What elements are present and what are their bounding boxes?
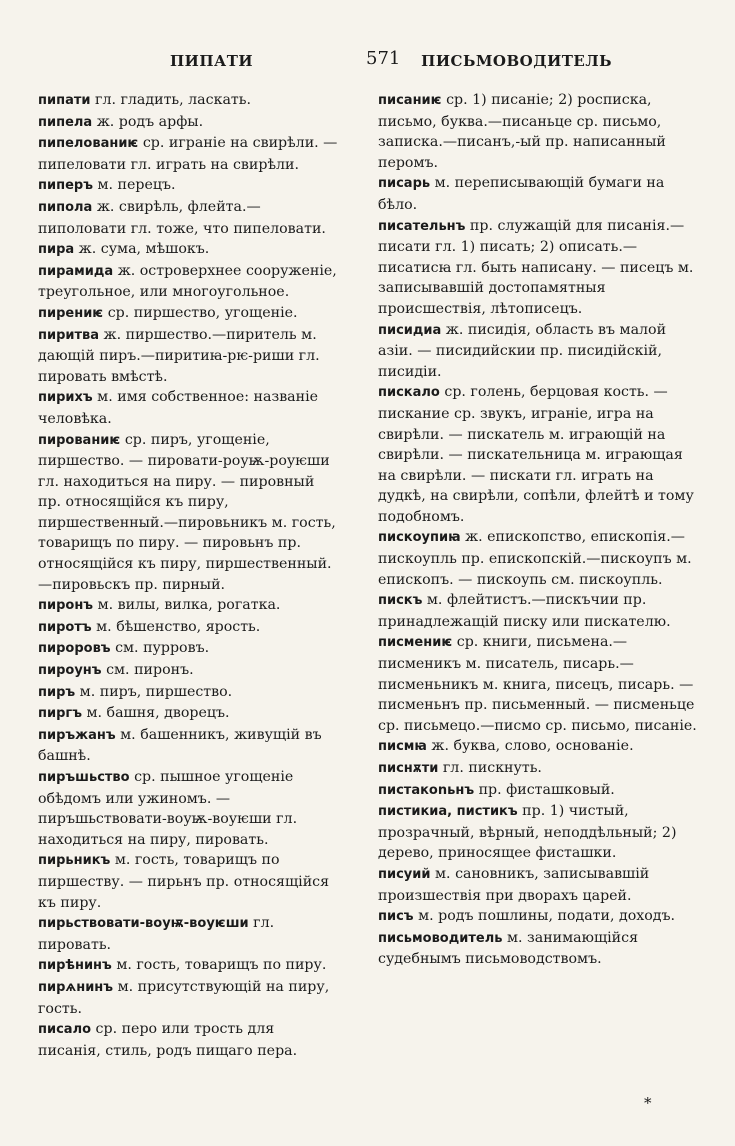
dictionary-entry <box>38 261 338 303</box>
dictionary-entry <box>38 239 338 261</box>
entry-definition: ср. пиръ, угощеніе, пиршество. — пировати-роуѭ-роуѥши гл. находиться на пиру. — пировный пр. относящійся къ пиру, пиршественный.—пировьникъ м. гость, товарищъ по пиру. — пировьнъ пр. относящійся къ пиру, пиршественный.—пировьскъ пр. пирный. <box>38 431 336 593</box>
entry-headword: пирьникъ <box>38 853 111 869</box>
dictionary-entry <box>38 133 338 175</box>
entry-headword: пиргъ <box>38 706 82 722</box>
dictionary-entry <box>378 906 700 928</box>
entry-headword: писуий <box>378 866 431 882</box>
entry-definition: пр. 1) чистый, прозрачный, вѣрный, неподдѣльный; 2) дерево, приносящее фисташки. <box>378 803 677 862</box>
entry-headword: письмоводитель <box>378 930 503 946</box>
entry-definition: пр. служащій для писанія.—писати гл. 1) писать; 2) описать.—писатисꙗ гл. быть написану. — писецъ м. записывавшій достопамятныя происшествія, лѣтописецъ. <box>378 217 694 317</box>
dictionary-entry <box>38 112 338 134</box>
footnote-mark: * <box>644 1094 652 1112</box>
entry-definition: м. вилы, вилка, рогатка. <box>93 597 281 614</box>
dictionary-entry <box>38 325 338 388</box>
entry-headword: писарь <box>378 176 431 192</box>
dictionary-entry <box>38 595 338 617</box>
entry-definition: м. флейтистъ.—пискъчии пр. принадлежащій писку или пискателю. <box>378 592 671 630</box>
entry-definition: ср. 1) писаніе; 2) росписка, письмо, буква.—писаньце ср. письмо, записка.—писанъ,-ый пр. написанный перомъ. <box>378 92 666 171</box>
entry-definition: ж. писидія, область въ малой азіи. — писидийскии пр. писидійскій, писидіи. <box>378 321 667 380</box>
entry-headword: пированиѥ <box>38 432 121 448</box>
entry-headword: пирениѥ <box>38 305 104 321</box>
entry-headword: пирамида <box>38 263 114 279</box>
dictionary-entry <box>378 382 700 527</box>
entry-definition: м. гость, товарищъ по пиршеству. — пирьнъ пр. относящійся къ пиру. <box>38 852 330 911</box>
dictionary-entry <box>378 736 700 758</box>
entry-headword: писмꙗ <box>378 739 427 755</box>
entry-headword: пироунъ <box>38 663 102 679</box>
entry-headword: пистикиа, пистикъ <box>378 804 518 820</box>
page-number: 571 <box>366 48 401 69</box>
entry-definition: м. башня, дворецъ. <box>81 705 230 722</box>
entry-definition: м. присутствующій на пиру, гость. <box>38 978 330 1017</box>
entry-headword: писъ <box>378 909 414 925</box>
dictionary-entry <box>378 780 700 802</box>
entry-definition: пр. фисташковый. <box>474 781 615 798</box>
entry-headword: пиръ <box>38 684 76 700</box>
dictionary-entry <box>38 955 338 977</box>
entry-headword: пипелованиѥ <box>38 136 139 152</box>
entry-definition: гл. пискнуть. <box>438 760 542 776</box>
entry-headword: пиронъ <box>38 598 94 614</box>
dictionary-entry <box>38 913 338 955</box>
dictionary-entry <box>378 864 700 906</box>
entry-definition: м. сановникъ, записывавшій произшествія при дворахъ царей. <box>378 865 650 904</box>
dictionary-entry <box>378 527 700 590</box>
dictionary-entry <box>38 660 338 682</box>
dictionary-entry <box>378 632 700 736</box>
dictionary-entry <box>38 725 338 767</box>
dictionary-entry <box>378 216 700 320</box>
entry-definition: ж. пиршество.—пиритель м. дающій пиръ.—пиритиꙗ-рѥ-риши гл. пировать вмѣстѣ. <box>38 326 320 385</box>
entry-definition: м. гость, товарищъ по пиру. <box>111 957 327 974</box>
dictionary-entry <box>38 1019 338 1061</box>
entry-headword: пискоупиꙗ <box>378 530 461 546</box>
entry-definition: ср. играніе на свирѣли. —пипеловати гл. играть на свирѣли. <box>38 135 338 173</box>
dictionary-entry <box>38 90 338 112</box>
entry-definition: ср. голень, берцовая кость. —пискание ср. звукъ, играніе, игра на свирѣли. — пискатель м. играющій на свирѣли. — пискательница м. играющая на свирѣли. — пискати гл. играть на дудкѣ, на свирѣли, сопѣли, флейтѣ и тому подобномъ. <box>378 384 694 525</box>
entry-headword: пискъ <box>378 593 423 609</box>
dictionary-entry <box>38 175 338 197</box>
dictionary-entry <box>38 617 338 639</box>
entry-headword: пиритва <box>38 327 100 343</box>
entry-headword: пистакоnьнъ <box>378 782 475 798</box>
entry-headword: пиротъ <box>38 619 92 635</box>
dictionary-entry <box>38 430 338 596</box>
entry-definition: м. родъ пошлины, подати, доходъ. <box>413 908 676 925</box>
entry-definition: ср. перо или трость для писанія, стиль, родъ пищаго пера. <box>38 1021 298 1059</box>
entry-definition: ср. пышное угощеніе обѣдомъ или ужиномъ. — пиръшьствовати-воуѭ-воуѥши гл. находиться на пиру, пировать. <box>38 769 298 848</box>
running-head-right: ПИСЬМОВОДИТЕЛЬ <box>421 52 612 70</box>
entry-definition: ж. буква, слово, основаніе. <box>426 738 634 755</box>
entry-definition: ж. свирѣль, флейта.—пиполовати гл. тоже, что пипеловати. <box>38 198 326 237</box>
entry-definition: см. пурровъ. <box>110 640 210 657</box>
dictionary-entry <box>38 682 338 704</box>
entry-headword: пиперъ <box>38 178 93 194</box>
left-column <box>38 90 338 1061</box>
dictionary-entry <box>38 977 338 1019</box>
entry-headword: пипола <box>38 199 93 215</box>
dictionary-entry <box>38 387 338 429</box>
entry-headword: пира <box>38 242 75 258</box>
entry-headword: писидиа <box>378 322 442 338</box>
entry-headword: писнѫти <box>378 761 439 776</box>
dictionary-entry <box>378 801 700 864</box>
entry-definition: м. перецъ. <box>92 177 176 194</box>
dictionary-entry <box>378 590 700 632</box>
entry-definition: гл. гладить, ласкать. <box>90 92 251 108</box>
entry-definition: ж. сума, мѣшокъ. <box>74 241 210 258</box>
entry-definition: см. пиронъ. <box>101 662 194 679</box>
entry-headword: пирихъ <box>38 390 93 406</box>
entry-headword: пипати <box>38 93 91 108</box>
running-head-left: ПИПАТИ <box>170 52 254 70</box>
entry-headword: писмениѥ <box>378 635 453 651</box>
entry-definition: ср. книги, письмена.—писменикъ м. писатель, писарь.—писменьникъ м. книга, писецъ, писарь. — писменьнъ пр. письменный. — писменьце ср. письмецо.—писмо ср. письмо, писаніе. <box>378 634 697 734</box>
entry-definition: ж. родъ арфы. <box>92 113 204 130</box>
entry-definition: ж. островерхнее сооруженіе, треугольное, или многоугольное. <box>38 262 337 301</box>
entry-headword: пискало <box>378 385 440 401</box>
dictionary-entry <box>378 320 700 383</box>
entry-headword: писательнъ <box>378 218 466 234</box>
entry-headword: пирѧнинъ <box>38 979 114 995</box>
entry-definition: м. занимающійся судебнымъ письмоводствомъ. <box>378 929 639 968</box>
dictionary-entry <box>38 703 338 725</box>
entry-headword: пипела <box>38 114 93 130</box>
dictionary-entry <box>38 197 338 239</box>
dictionary-entry <box>38 767 338 850</box>
dictionary-entry <box>378 173 700 215</box>
dictionary-entry <box>38 638 338 660</box>
dictionary-entry <box>378 928 700 970</box>
entry-definition: м. переписывающій бумаги на бѣло. <box>378 175 665 213</box>
entry-definition: м. пиръ, пиршество. <box>75 683 233 700</box>
dictionary-entry <box>378 758 700 780</box>
dictionary-entry <box>38 850 338 913</box>
dictionary-entry <box>38 303 338 325</box>
entry-headword: пиръшьство <box>38 770 130 785</box>
entry-definition: ж. епископство, епископія.—пискоупль пр. епископскій.—пискоупъ м. епископъ. — пискоупь см. пискоупль. <box>378 529 692 588</box>
entry-headword: писаниѥ <box>378 93 442 108</box>
entry-headword: пиръжанъ <box>38 727 116 743</box>
entry-headword: пирьствовати-воуѭ-воуѥши <box>38 916 249 932</box>
entry-definition: ср. пиршество, угощеніе. <box>103 304 298 321</box>
entry-definition: м. имя собственное: названіе человѣка. <box>38 389 319 427</box>
dictionary-entry <box>378 90 700 173</box>
entry-definition: м. бѣшенство, ярость. <box>91 618 261 635</box>
entry-headword: пироровъ <box>38 641 111 657</box>
page-header <box>36 46 704 76</box>
entry-headword: пирѣнинъ <box>38 958 112 974</box>
entry-definition: м. башенникъ, живущій въ башнѣ. <box>38 726 322 765</box>
right-column <box>378 90 700 970</box>
entry-definition: гл. пировать. <box>38 915 275 953</box>
entry-headword: писало <box>38 1022 92 1038</box>
